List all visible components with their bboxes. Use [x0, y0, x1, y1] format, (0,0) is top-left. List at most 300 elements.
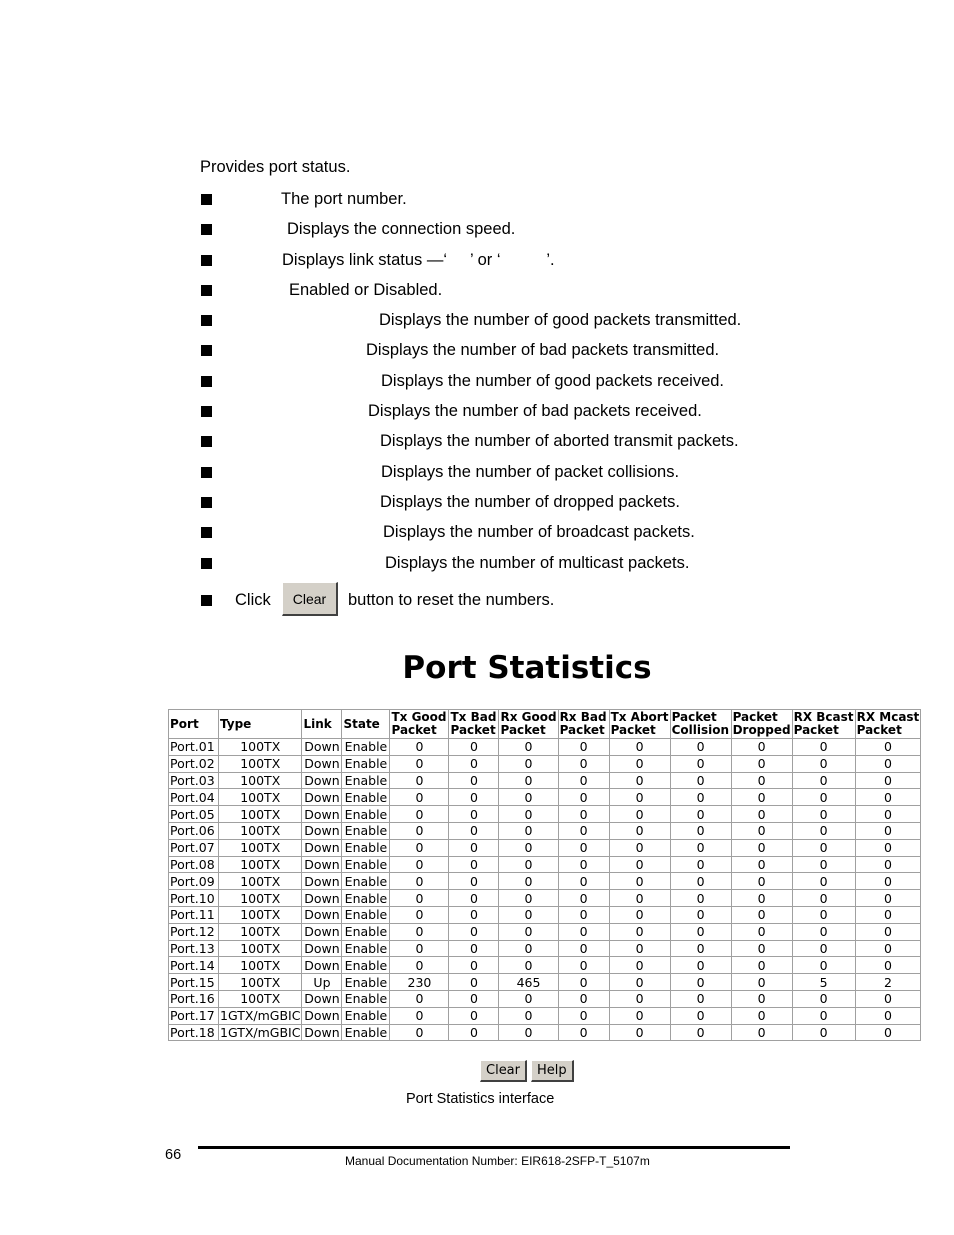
table-cell: 0 [449, 890, 499, 907]
doc-number: Manual Documentation Number: EIR618-2SFP-T_5107m [345, 1154, 650, 1168]
bullet-square-icon [201, 194, 212, 205]
table-cell: Enable [342, 974, 390, 991]
table-cell: Enable [342, 1024, 390, 1041]
column-header [670, 710, 731, 739]
table-cell: 0 [855, 822, 921, 839]
bullet-text: Displays link status —‘ ’ or ‘ ’. [282, 250, 555, 269]
table-cell: Port.01 [169, 739, 219, 756]
table-cell: 0 [670, 806, 731, 823]
table-cell: Down [302, 1024, 342, 1041]
bullet-item [200, 339, 840, 369]
header-line-1: RX Bcast [793, 710, 854, 724]
table-cell: 0 [670, 739, 731, 756]
table-cell: 0 [731, 755, 792, 772]
bullet-text: Displays the number of broadcast packets. [383, 523, 695, 542]
header-line-1: Tx Abort [610, 710, 669, 724]
table-row [169, 839, 921, 856]
table-cell: 0 [390, 755, 449, 772]
table-cell: 0 [558, 923, 609, 940]
table-cell: 0 [449, 739, 499, 756]
table-cell: 100TX [219, 957, 302, 974]
header-line-1: Link [303, 716, 332, 731]
page-title: Port Statistics [402, 650, 652, 686]
table-cell: 0 [449, 923, 499, 940]
header-line-1: State [343, 716, 380, 731]
table-cell: 0 [855, 923, 921, 940]
header-line-2: Packet [856, 723, 902, 737]
bullet-item [200, 461, 840, 491]
table-cell: 0 [558, 1007, 609, 1024]
table-row [169, 923, 921, 940]
table-row [169, 789, 921, 806]
table-cell: 0 [499, 923, 558, 940]
table-cell: 0 [855, 856, 921, 873]
table-cell: 0 [731, 1007, 792, 1024]
table-cell: 0 [390, 806, 449, 823]
bullet-text: Displays the number of good packets received. [381, 371, 725, 390]
table-cell: 0 [390, 822, 449, 839]
table-cell: 0 [670, 873, 731, 890]
column-header [302, 710, 342, 739]
bullet-text: Displays the number of bad packets transmitted. [366, 341, 720, 360]
table-cell: 0 [731, 923, 792, 940]
table-cell: 0 [609, 839, 670, 856]
header-line-2: Packet [391, 723, 437, 737]
column-header [792, 710, 855, 739]
header-line-1: RX Mcast [856, 710, 920, 724]
table-cell: Enable [342, 990, 390, 1007]
table-cell: Port.12 [169, 923, 219, 940]
table-cell: Enable [342, 1007, 390, 1024]
table-cell: 0 [558, 990, 609, 1007]
table-cell: 0 [390, 906, 449, 923]
table-cell: 0 [499, 957, 558, 974]
table-cell: 100TX [219, 755, 302, 772]
header-line-1: Tx Bad [450, 710, 497, 724]
table-cell: 100TX [219, 906, 302, 923]
table-cell: Down [302, 755, 342, 772]
table-cell: 0 [558, 739, 609, 756]
bullet-square-icon [201, 436, 212, 447]
bullet-item [200, 370, 840, 400]
clear-button[interactable]: Clear [480, 1060, 527, 1082]
table-cell: 0 [558, 806, 609, 823]
table-cell: Down [302, 772, 342, 789]
table-cell: 0 [449, 974, 499, 991]
table-cell: 0 [731, 890, 792, 907]
table-cell: 0 [558, 890, 609, 907]
table-cell: Down [302, 839, 342, 856]
table-cell: 0 [390, 923, 449, 940]
table-cell: 0 [792, 806, 855, 823]
table-cell: Down [302, 957, 342, 974]
table-cell: 0 [499, 806, 558, 823]
table-cell: 0 [449, 755, 499, 772]
intro-text: Provides port status. [200, 158, 351, 176]
table-cell: 0 [390, 990, 449, 1007]
table-cell: Down [302, 806, 342, 823]
table-cell: 0 [609, 806, 670, 823]
table-row [169, 1024, 921, 1041]
table-row [169, 957, 921, 974]
table-row [169, 1007, 921, 1024]
table-cell: Enable [342, 940, 390, 957]
table-cell: 0 [449, 856, 499, 873]
table-cell: 0 [792, 739, 855, 756]
bullet-text: Enabled or Disabled. [289, 280, 443, 299]
table-cell: Enable [342, 806, 390, 823]
bullet-item [200, 218, 840, 248]
table-cell: Enable [342, 772, 390, 789]
table-cell: Enable [342, 822, 390, 839]
header-line-1: Rx Bad [559, 710, 607, 724]
bullet-square-icon [201, 527, 212, 538]
table-cell: 0 [731, 940, 792, 957]
table-cell: 0 [558, 957, 609, 974]
bullet-text: Displays the number of bad packets received. [368, 402, 702, 421]
table-row [169, 739, 921, 756]
table-cell: 0 [558, 839, 609, 856]
bullet-text: Displays the number of packet collisions. [381, 462, 680, 481]
header-line-2: Packet [793, 723, 839, 737]
table-cell: 0 [855, 839, 921, 856]
table-cell: 0 [670, 822, 731, 839]
table-cell: 0 [792, 1024, 855, 1041]
table-cell: 0 [792, 772, 855, 789]
bullet-square-icon [201, 376, 212, 387]
table-cell: 0 [449, 772, 499, 789]
table-cell: 0 [609, 822, 670, 839]
header-line-1: Port [170, 716, 199, 731]
header-line-1: Tx Good [391, 710, 447, 724]
table-cell: 0 [609, 789, 670, 806]
table-cell: 0 [449, 957, 499, 974]
table-cell: 0 [670, 940, 731, 957]
column-header [499, 710, 558, 739]
table-row [169, 873, 921, 890]
table-cell: 0 [390, 873, 449, 890]
table-cell: 0 [390, 1024, 449, 1041]
table-cell: 0 [731, 856, 792, 873]
port-statistics-table [168, 709, 921, 1041]
column-header [169, 710, 219, 739]
table-cell: 0 [558, 940, 609, 957]
table-cell: Enable [342, 890, 390, 907]
bullet-item [200, 249, 840, 279]
table-cell: 0 [792, 923, 855, 940]
column-header [731, 710, 792, 739]
bullet-square-icon [201, 285, 212, 296]
table-row [169, 856, 921, 873]
table-cell: 0 [390, 1007, 449, 1024]
table-cell: 0 [499, 839, 558, 856]
table-cell: 0 [609, 890, 670, 907]
table-cell: 0 [499, 873, 558, 890]
table-cell: 0 [670, 957, 731, 974]
column-header [558, 710, 609, 739]
table-cell: 0 [609, 906, 670, 923]
header-line-2: Packet [610, 723, 656, 737]
table-cell: 0 [499, 856, 558, 873]
bullet-text: Displays the number of good packets transmitted. [379, 311, 742, 330]
bullet-square-icon [201, 315, 212, 326]
table-cell: 0 [449, 1007, 499, 1024]
table-cell: 1GTX/mGBIC [220, 1008, 301, 1024]
header-line-1: Packet [732, 710, 778, 724]
table-cell: Enable [342, 856, 390, 873]
bullet-item [200, 491, 840, 521]
table-cell: 230 [390, 974, 449, 991]
bullet-item [200, 552, 840, 582]
table-cell: 0 [792, 890, 855, 907]
table-cell: Down [302, 1007, 342, 1024]
table-cell: 0 [558, 856, 609, 873]
figure-caption: Port Statistics interface [406, 1091, 555, 1107]
table-row [169, 822, 921, 839]
table-cell: 0 [390, 739, 449, 756]
table-cell: 0 [670, 839, 731, 856]
table-cell: 0 [390, 772, 449, 789]
table-cell: 5 [792, 974, 855, 991]
table-cell: 0 [449, 990, 499, 1007]
table-cell: 0 [558, 755, 609, 772]
table-cell: 0 [855, 957, 921, 974]
bullet-square-icon [201, 224, 212, 235]
table-cell: 0 [609, 1007, 670, 1024]
bullet-text: Displays the number of dropped packets. [380, 492, 680, 511]
table-cell: 0 [449, 906, 499, 923]
inline-clear-button[interactable]: Clear [282, 582, 338, 616]
bullet-square-icon [201, 406, 212, 417]
table-cell: 100TX [219, 839, 302, 856]
table-cell: Port.14 [169, 957, 219, 974]
table-cell: 2 [855, 974, 921, 991]
table-cell: 0 [499, 890, 558, 907]
table-cell: 0 [558, 873, 609, 890]
table-cell: 0 [792, 1007, 855, 1024]
table-cell: Down [302, 822, 342, 839]
table-cell: Down [302, 873, 342, 890]
table-cell: 0 [792, 990, 855, 1007]
table-cell: Enable [342, 755, 390, 772]
table-cell: 0 [670, 789, 731, 806]
table-cell: Down [302, 789, 342, 806]
table-cell: 0 [609, 755, 670, 772]
table-cell: Port.11 [169, 906, 219, 923]
table-cell: 0 [670, 1024, 731, 1041]
table-cell: Port.13 [169, 940, 219, 957]
table-cell: 0 [449, 806, 499, 823]
table-cell: 0 [670, 772, 731, 789]
table-cell: 0 [731, 990, 792, 1007]
table-row [169, 755, 921, 772]
table-row [169, 974, 921, 991]
table-cell: 0 [731, 739, 792, 756]
action-buttons [480, 1060, 578, 1082]
table-cell: 1GTX/mGBIC [220, 1024, 301, 1040]
column-header [219, 710, 302, 739]
header-line-1: Rx Good [500, 710, 557, 724]
bullet-item [200, 400, 840, 430]
table-cell: 100TX [219, 856, 302, 873]
table-cell: 0 [670, 974, 731, 991]
column-header [609, 710, 670, 739]
table-cell: 0 [449, 822, 499, 839]
table-cell: Port.04 [169, 789, 219, 806]
table-cell: 0 [792, 957, 855, 974]
bullet-square-icon [201, 558, 212, 569]
table-cell: 0 [670, 1007, 731, 1024]
table-cell: Port.10 [169, 890, 219, 907]
table-cell: 0 [609, 957, 670, 974]
table-cell: Enable [342, 839, 390, 856]
bullet-text: The port number. [281, 190, 407, 208]
table-cell: Down [302, 940, 342, 957]
table-cell: 0 [731, 822, 792, 839]
help-button[interactable]: Help [531, 1060, 574, 1082]
table-cell: Up [302, 974, 342, 991]
table-cell: Port.02 [169, 755, 219, 772]
bullet-square-icon [201, 467, 212, 478]
bullet-square-icon [201, 345, 212, 356]
table-cell: 0 [731, 873, 792, 890]
table-cell: 0 [731, 906, 792, 923]
table-cell: Enable [342, 957, 390, 974]
table-cell: 0 [558, 772, 609, 789]
column-header [449, 710, 499, 739]
table-row [169, 772, 921, 789]
table-cell: 0 [558, 906, 609, 923]
table-cell: 0 [792, 839, 855, 856]
table-cell: 0 [499, 822, 558, 839]
table-cell: 0 [670, 856, 731, 873]
bullet-item [200, 279, 840, 309]
table-cell: 100TX [219, 890, 302, 907]
table-cell: 0 [792, 856, 855, 873]
header-line-2: Collision [671, 723, 729, 737]
table-cell: 0 [792, 873, 855, 890]
table-cell: 0 [449, 873, 499, 890]
table-cell: 0 [609, 1024, 670, 1041]
click-word: Click [235, 591, 271, 609]
table-cell: 0 [558, 1024, 609, 1041]
table-cell: 0 [670, 906, 731, 923]
table-cell: 0 [499, 990, 558, 1007]
table-cell: Port.07 [169, 839, 219, 856]
table-cell: 0 [499, 940, 558, 957]
table-cell: Port.15 [169, 974, 219, 991]
table-cell: 0 [731, 806, 792, 823]
bullet-text: Displays the connection speed. [287, 220, 516, 239]
table-cell: 0 [855, 890, 921, 907]
table-cell: Port.03 [169, 772, 219, 789]
table-cell: 100TX [219, 974, 302, 991]
table-cell: Down [302, 739, 342, 756]
column-header [855, 710, 921, 739]
table-cell: 100TX [219, 990, 302, 1007]
bullet-item [200, 430, 840, 460]
table-cell: 0 [609, 974, 670, 991]
table-cell: Port.18 [169, 1024, 219, 1041]
table-row [169, 940, 921, 957]
table-cell: Down [302, 923, 342, 940]
header-line-1: Packet [671, 710, 717, 724]
table-cell: Down [302, 906, 342, 923]
table-cell: Enable [342, 739, 390, 756]
table-cell: 0 [731, 839, 792, 856]
bullet-square-icon [201, 497, 212, 508]
table-row [169, 806, 921, 823]
table-cell: 0 [855, 772, 921, 789]
table-cell: 0 [499, 739, 558, 756]
bullet-item [200, 521, 840, 551]
bullet-square-icon [201, 595, 212, 606]
footer-rule [198, 1146, 790, 1149]
table-cell: 100TX [219, 789, 302, 806]
bullet-item [200, 188, 840, 218]
table-cell: 0 [449, 789, 499, 806]
table-cell: 0 [731, 1024, 792, 1041]
table-cell: 0 [670, 990, 731, 1007]
table-cell: 0 [390, 839, 449, 856]
table-cell: 0 [499, 1024, 558, 1041]
reset-text: button to reset the numbers. [348, 591, 555, 609]
table-cell: 0 [449, 839, 499, 856]
column-header [390, 710, 449, 739]
bullet-item [200, 309, 840, 339]
table-cell: Port.09 [169, 873, 219, 890]
bullet-text: Displays the number of multicast packets. [385, 553, 690, 572]
table-cell: 100TX [219, 873, 302, 890]
table-cell: 0 [499, 772, 558, 789]
header-line-1: Type [220, 716, 252, 731]
table-cell: 0 [855, 990, 921, 1007]
table-cell: 0 [855, 873, 921, 890]
table-cell: 0 [731, 772, 792, 789]
table-cell: Enable [342, 906, 390, 923]
table-cell: Down [302, 856, 342, 873]
table-cell: 0 [855, 789, 921, 806]
table-cell: 0 [609, 990, 670, 1007]
table-header-row [169, 710, 921, 739]
table-cell: 0 [670, 923, 731, 940]
table-row [169, 890, 921, 907]
header-line-2: Packet [500, 723, 546, 737]
bullet-list [200, 188, 840, 582]
table-cell: 0 [499, 1007, 558, 1024]
table-cell: 0 [792, 906, 855, 923]
table-cell: 0 [855, 1024, 921, 1041]
table-cell: 0 [609, 739, 670, 756]
table-cell: Enable [342, 789, 390, 806]
table-cell: 0 [855, 755, 921, 772]
table-cell: 0 [855, 940, 921, 957]
table-cell: 0 [609, 772, 670, 789]
table-cell: 0 [390, 957, 449, 974]
table-cell: 0 [609, 940, 670, 957]
table-row [169, 990, 921, 1007]
table-cell: Port.17 [169, 1007, 219, 1024]
header-line-2: Dropped [732, 723, 791, 737]
bullet-text: Displays the number of aborted transmit packets. [380, 432, 739, 451]
table-cell: 0 [792, 789, 855, 806]
table-cell: 0 [609, 856, 670, 873]
table-cell: 0 [670, 755, 731, 772]
table-cell: Enable [342, 923, 390, 940]
table-cell: 0 [499, 906, 558, 923]
header-line-2: Packet [450, 723, 496, 737]
table-cell: 0 [449, 940, 499, 957]
